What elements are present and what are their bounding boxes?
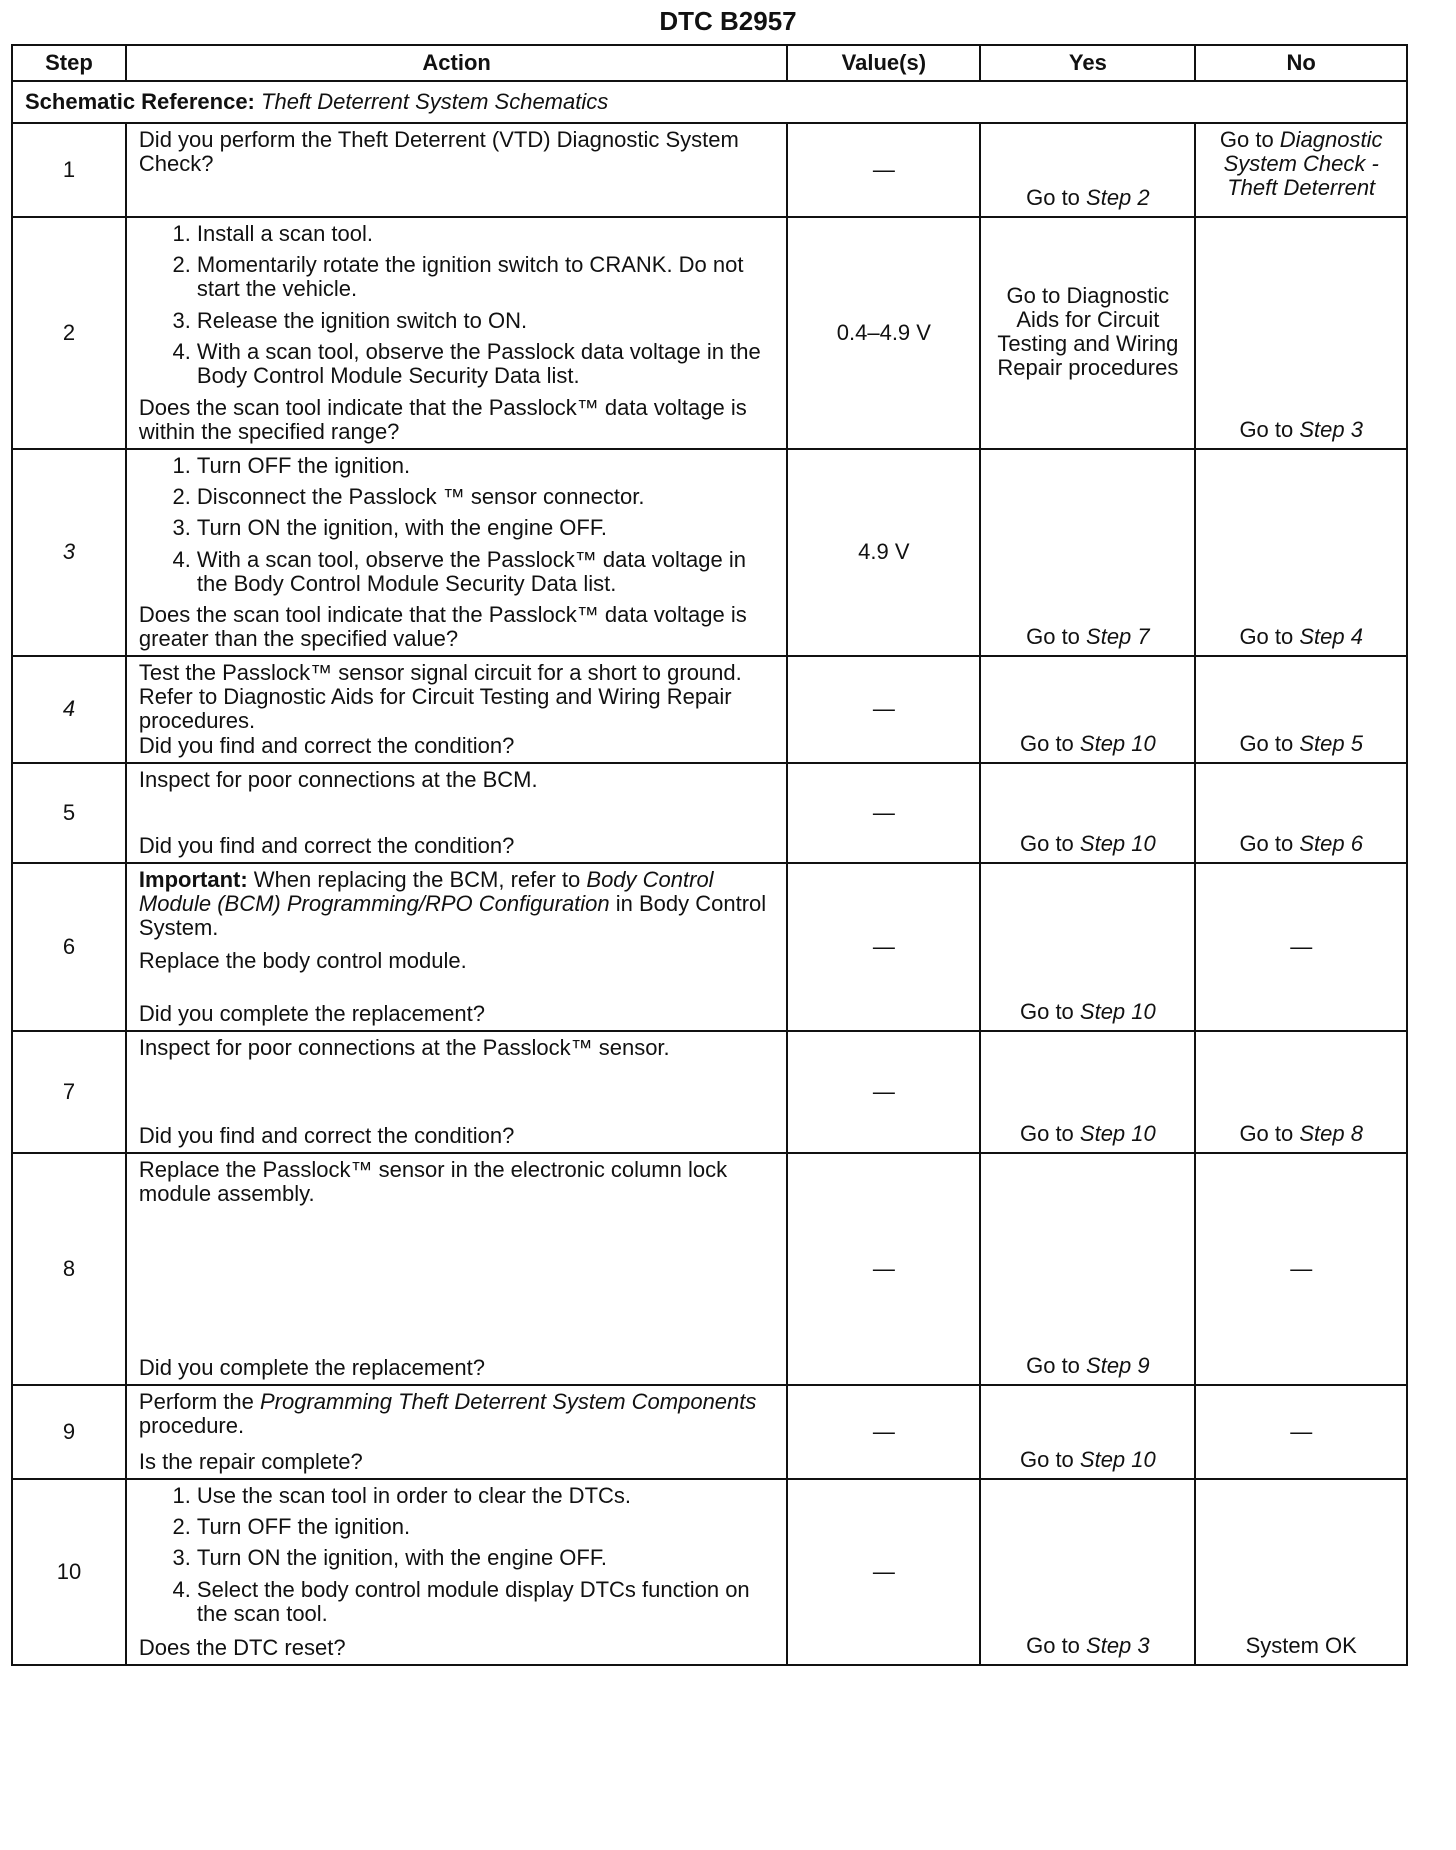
question-text: Did you find and correct the condition?	[138, 1122, 515, 1148]
action-cell	[126, 123, 787, 217]
list-item: 4. Select the body control module display DTCs function on the scan tool.	[197, 1578, 776, 1626]
no-prefix: Go to	[1239, 730, 1300, 756]
important-label: Important:	[138, 867, 248, 892]
yes-prefix: Go to	[1026, 1632, 1087, 1658]
action-prefix: Perform the	[138, 1389, 260, 1414]
action-list	[139, 454, 776, 603]
yes-cell	[980, 123, 1195, 217]
no-prefix: Go to	[1239, 830, 1300, 856]
table-row	[12, 123, 1407, 217]
yes-cell	[980, 656, 1195, 763]
header-action: Action	[126, 45, 787, 81]
value-cell: 0.4–4.9 V	[787, 217, 980, 449]
question-text: Is the repair complete?	[138, 1448, 363, 1474]
action-suffix: procedure.	[138, 1413, 245, 1439]
action-cell	[126, 1479, 787, 1665]
table-row	[12, 1153, 1407, 1385]
no-cell: —	[1195, 863, 1407, 1031]
list-item: 2. Momentarily rotate the ignition switch to CRANK. Do not start the vehicle.	[197, 253, 776, 301]
question-text: Did you complete the replacement?	[138, 1000, 486, 1026]
no-cell	[1195, 449, 1407, 656]
schematic-reference-value: Theft Deterrent System Schematics	[261, 88, 609, 114]
yes-cell	[980, 763, 1195, 863]
step-number: 8	[12, 1153, 126, 1385]
action-text: Test the Passlock™ sensor signal circuit for a short to ground. Refer to Diagnostic Aids for Circuit Testing and Wiring Repair procedures.	[138, 660, 742, 734]
value-cell: —	[787, 1385, 980, 1479]
step-number: 9	[12, 1385, 126, 1479]
page-title: DTC B2957	[659, 6, 797, 36]
action-cell	[126, 1385, 787, 1479]
action-text: Replace the Passlock™ sensor in the electronic column lock module assembly.	[138, 1157, 728, 1207]
header-yes: Yes	[980, 45, 1195, 81]
action-cell	[126, 1031, 787, 1153]
action-list	[139, 1484, 776, 1633]
no-prefix: Go to	[1239, 623, 1300, 649]
value-cell: —	[787, 1479, 980, 1665]
yes-prefix: Go to	[1019, 1120, 1080, 1146]
header-row	[12, 45, 1407, 81]
table-row	[12, 217, 1407, 449]
table-row	[12, 1479, 1407, 1665]
list-item: 2. Disconnect the Passlock ™ sensor connector.	[197, 485, 776, 509]
yes-step-link: Step 2	[1086, 184, 1150, 210]
list-item: 2. Turn OFF the ignition.	[197, 1515, 776, 1539]
yes-cell	[980, 1479, 1195, 1665]
value-cell: —	[787, 123, 980, 217]
list-item: 3. Release the ignition switch to ON.	[197, 309, 776, 333]
value-cell: —	[787, 863, 980, 1031]
no-cell	[1195, 123, 1407, 217]
step-number: 4	[12, 656, 126, 763]
action-cell	[126, 763, 787, 863]
no-cell: —	[1195, 1153, 1407, 1385]
yes-step-link: Step 10	[1079, 830, 1156, 856]
table-row	[12, 1031, 1407, 1153]
yes-step-link: Step 10	[1079, 1446, 1156, 1472]
step-number: 5	[12, 763, 126, 863]
yes-prefix: Go to	[1019, 998, 1080, 1024]
list-item: 3. Turn ON the ignition, with the engine OFF.	[197, 516, 776, 540]
no-prefix: Go to	[1239, 416, 1300, 442]
header-step: Step	[12, 45, 126, 81]
step-number: 2	[12, 217, 126, 449]
step-number: 1	[12, 123, 126, 217]
yes-cell	[980, 217, 1195, 449]
action-cell	[126, 217, 787, 449]
question-text: Did you complete the replacement?	[138, 1354, 486, 1380]
table-row	[12, 449, 1407, 656]
yes-step-link: Step 10	[1079, 998, 1156, 1024]
header-no: No	[1195, 45, 1407, 81]
action-list	[139, 222, 776, 395]
question-text: Does the DTC reset?	[138, 1634, 346, 1660]
yes-text: Go to Diagnostic Aids for Circuit Testing and Wiring Repair procedures	[997, 282, 1179, 381]
yes-cell	[980, 1153, 1195, 1385]
step-number: 3	[12, 449, 126, 656]
value-cell: —	[787, 1153, 980, 1385]
yes-prefix: Go to	[1019, 1446, 1080, 1472]
yes-cell	[980, 449, 1195, 656]
question-text: Does the scan tool indicate that the Passlock™ data voltage is greater than the specified value?	[138, 601, 747, 652]
yes-prefix: Go to	[1026, 623, 1087, 649]
schematic-reference	[12, 81, 1407, 123]
no-cell	[1195, 217, 1407, 449]
action-text: Inspect for poor connections at the BCM.	[138, 767, 538, 792]
schematic-reference-label: Schematic Reference:	[25, 88, 255, 114]
question-text: Did you find and correct the condition?	[138, 732, 515, 758]
yes-cell	[980, 1031, 1195, 1153]
important-text: When replacing the BCM, refer to	[247, 867, 587, 892]
list-item: 1. Turn OFF the ignition.	[197, 454, 776, 478]
no-step-link: Step 5	[1299, 730, 1363, 756]
yes-prefix: Go to	[1026, 1352, 1087, 1378]
action-text: Did you perform the Theft Deterrent (VTD) Diagnostic System Check?	[138, 127, 739, 177]
table-row	[12, 863, 1407, 1031]
no-cell	[1195, 656, 1407, 763]
value-cell: —	[787, 656, 980, 763]
yes-cell	[980, 863, 1195, 1031]
header-values: Value(s)	[787, 45, 980, 81]
no-step-link: Step 3	[1299, 416, 1363, 442]
no-cell	[1195, 1031, 1407, 1153]
step-number: 7	[12, 1031, 126, 1153]
yes-cell	[980, 1385, 1195, 1479]
step-number: 10	[12, 1479, 126, 1665]
action-cell	[126, 656, 787, 763]
yes-step-link: Step 9	[1086, 1352, 1150, 1378]
list-item: 1. Use the scan tool in order to clear the DTCs.	[197, 1484, 776, 1508]
no-cell	[1195, 763, 1407, 863]
question-text: Does the scan tool indicate that the Passlock™ data voltage is within the specified range?	[138, 394, 747, 444]
value-cell: —	[787, 1031, 980, 1153]
yes-step-link: Step 3	[1086, 1632, 1150, 1658]
action-text: Replace the body control module.	[138, 947, 467, 973]
list-item: 4. With a scan tool, observe the Passlock™ data voltage in the Body Control Module Security Data list.	[197, 548, 776, 596]
no-text: System OK	[1245, 1632, 1357, 1658]
no-step-link: Diagnostic System Check - Theft Deterrent	[1223, 127, 1383, 201]
question-text: Did you find and correct the condition?	[138, 832, 515, 858]
important-reference: Body Control Module (BCM) Programming/RPO Configuration	[138, 867, 714, 917]
action-text: Inspect for poor connections at the Passlock™ sensor.	[138, 1035, 670, 1060]
step-number: 6	[12, 863, 126, 1031]
no-step-link: Step 4	[1299, 623, 1363, 649]
list-item: 3. Turn ON the ignition, with the engine OFF.	[197, 1546, 776, 1570]
important-note	[139, 868, 776, 941]
list-item: 4. With a scan tool, observe the Passlock data voltage in the Body Control Module Security Data list.	[197, 340, 776, 388]
table-row	[12, 763, 1407, 863]
yes-step-link: Step 10	[1079, 730, 1156, 756]
yes-prefix: Go to	[1026, 184, 1087, 210]
yes-step-link: Step 10	[1079, 1120, 1156, 1146]
diagnostic-table	[11, 44, 1408, 1666]
no-prefix: Go to	[1239, 1120, 1300, 1146]
value-cell: —	[787, 763, 980, 863]
table-row	[12, 1385, 1407, 1479]
table-row	[12, 656, 1407, 763]
schematic-reference-row	[12, 81, 1407, 123]
action-cell	[126, 449, 787, 656]
value-cell: 4.9 V	[787, 449, 980, 656]
yes-step-link: Step 7	[1086, 623, 1150, 649]
yes-prefix: Go to	[1019, 830, 1080, 856]
action-cell	[126, 1153, 787, 1385]
action-text	[139, 1390, 776, 1438]
yes-prefix: Go to	[1019, 730, 1080, 756]
important-text: in Body Control System.	[138, 891, 767, 941]
no-step-link: Step 6	[1299, 830, 1363, 856]
no-step-link: Step 8	[1299, 1120, 1363, 1146]
list-item: 1. Install a scan tool.	[197, 222, 776, 246]
no-cell	[1195, 1479, 1407, 1665]
no-cell: —	[1195, 1385, 1407, 1479]
no-prefix: Go to	[1219, 127, 1280, 152]
action-cell	[126, 863, 787, 1031]
procedure-reference: Programming Theft Deterrent System Components	[259, 1389, 757, 1414]
